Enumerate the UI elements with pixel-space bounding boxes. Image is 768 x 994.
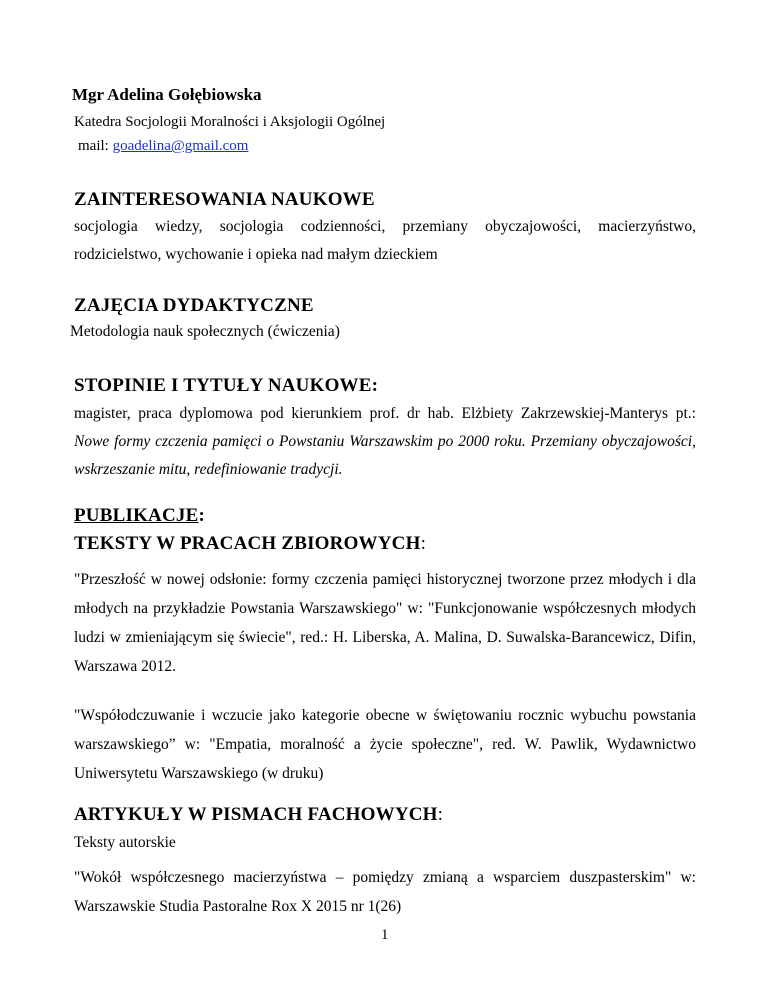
degrees-text — [74, 400, 696, 484]
publications-heading-colon: : — [198, 505, 205, 526]
degrees-heading: STOPINIE I TYTUŁY NAUKOWE: — [74, 375, 379, 396]
list-item: "Współodczuwanie i wczucie jako kategorie obecne w świętowaniu rocznic wybuchu powstania warszawskiego” w: "Empatia, moralność a życie społeczne", red. W. Pawlik, Wydawnictwo Uniwersytetu Warszawskiego (w druku) — [74, 707, 696, 782]
degrees-text-plain: magister, praca dyplomowa pod kierunkiem prof. dr hab. Elżbiety Zakrzewskiej-Manterys pt.: — [74, 405, 696, 422]
interests-text: socjologia wiedzy, socjologia codzienności, przemiany obyczajowości, macierzyństwo, rodzicielstwo, wychowanie i opieka nad małym dzieckiem — [74, 218, 696, 263]
list-item: "Wokół współczesnego macierzyństwa – pomiędzy zmianą a wsparciem duszpasterskim" w: Warszawskie Studia Pastoralne Rox X 2015 nr 1(26) — [74, 869, 696, 915]
teaching-text: Metodologia nauk społecznych (ćwiczenia) — [70, 323, 340, 340]
teaching-heading: ZAJĘCIA DYDAKTYCZNE — [74, 295, 314, 316]
list-item: "Przeszłość w nowej odsłonie: formy czczenia pamięci historycznej tworzone przez młodych i dla młodych na przykładzie Powstania Warszawskiego" w: "Funkcjonowanie współczesnych młodych ludzi w zmieniającym się świecie", red.: H. Liberska, A. Malina, D. Suwalska-Barancewicz, Difin, Warszawa 2012. — [74, 571, 696, 675]
articles-heading — [74, 804, 443, 826]
collective-heading-text: TEKSTY W PRACACH ZBIOROWYCH — [74, 533, 421, 554]
collective-heading — [74, 533, 426, 555]
articles-subheading: Teksty autorskie — [74, 834, 176, 851]
publications-heading-text: PUBLIKACJE — [74, 505, 199, 526]
email-line — [78, 138, 248, 155]
publications-heading — [74, 505, 205, 527]
interests-heading: ZAINTERESOWANIA NAUKOWE — [74, 189, 375, 210]
thesis-title: Nowe formy czczenia pamięci o Powstaniu Warszawskim po 2000 roku. Przemiany obyczajowości, wskrzeszanie mitu, redefiniowanie tradycji. — [74, 433, 696, 478]
page-number: 1 — [381, 927, 389, 943]
collective-heading-colon: : — [420, 533, 427, 554]
mail-label: mail: — [78, 138, 109, 154]
articles-heading-text: ARTYKUŁY W PISMACH FACHOWYCH — [74, 804, 438, 825]
articles-heading-colon: : — [437, 804, 444, 825]
author-name: Mgr Adelina Gołębiowska — [72, 85, 262, 104]
department: Katedra Socjologii Moralności i Aksjologii Ogólnej — [74, 114, 386, 130]
email-link[interactable]: goadelina@gmail.com — [112, 138, 249, 154]
